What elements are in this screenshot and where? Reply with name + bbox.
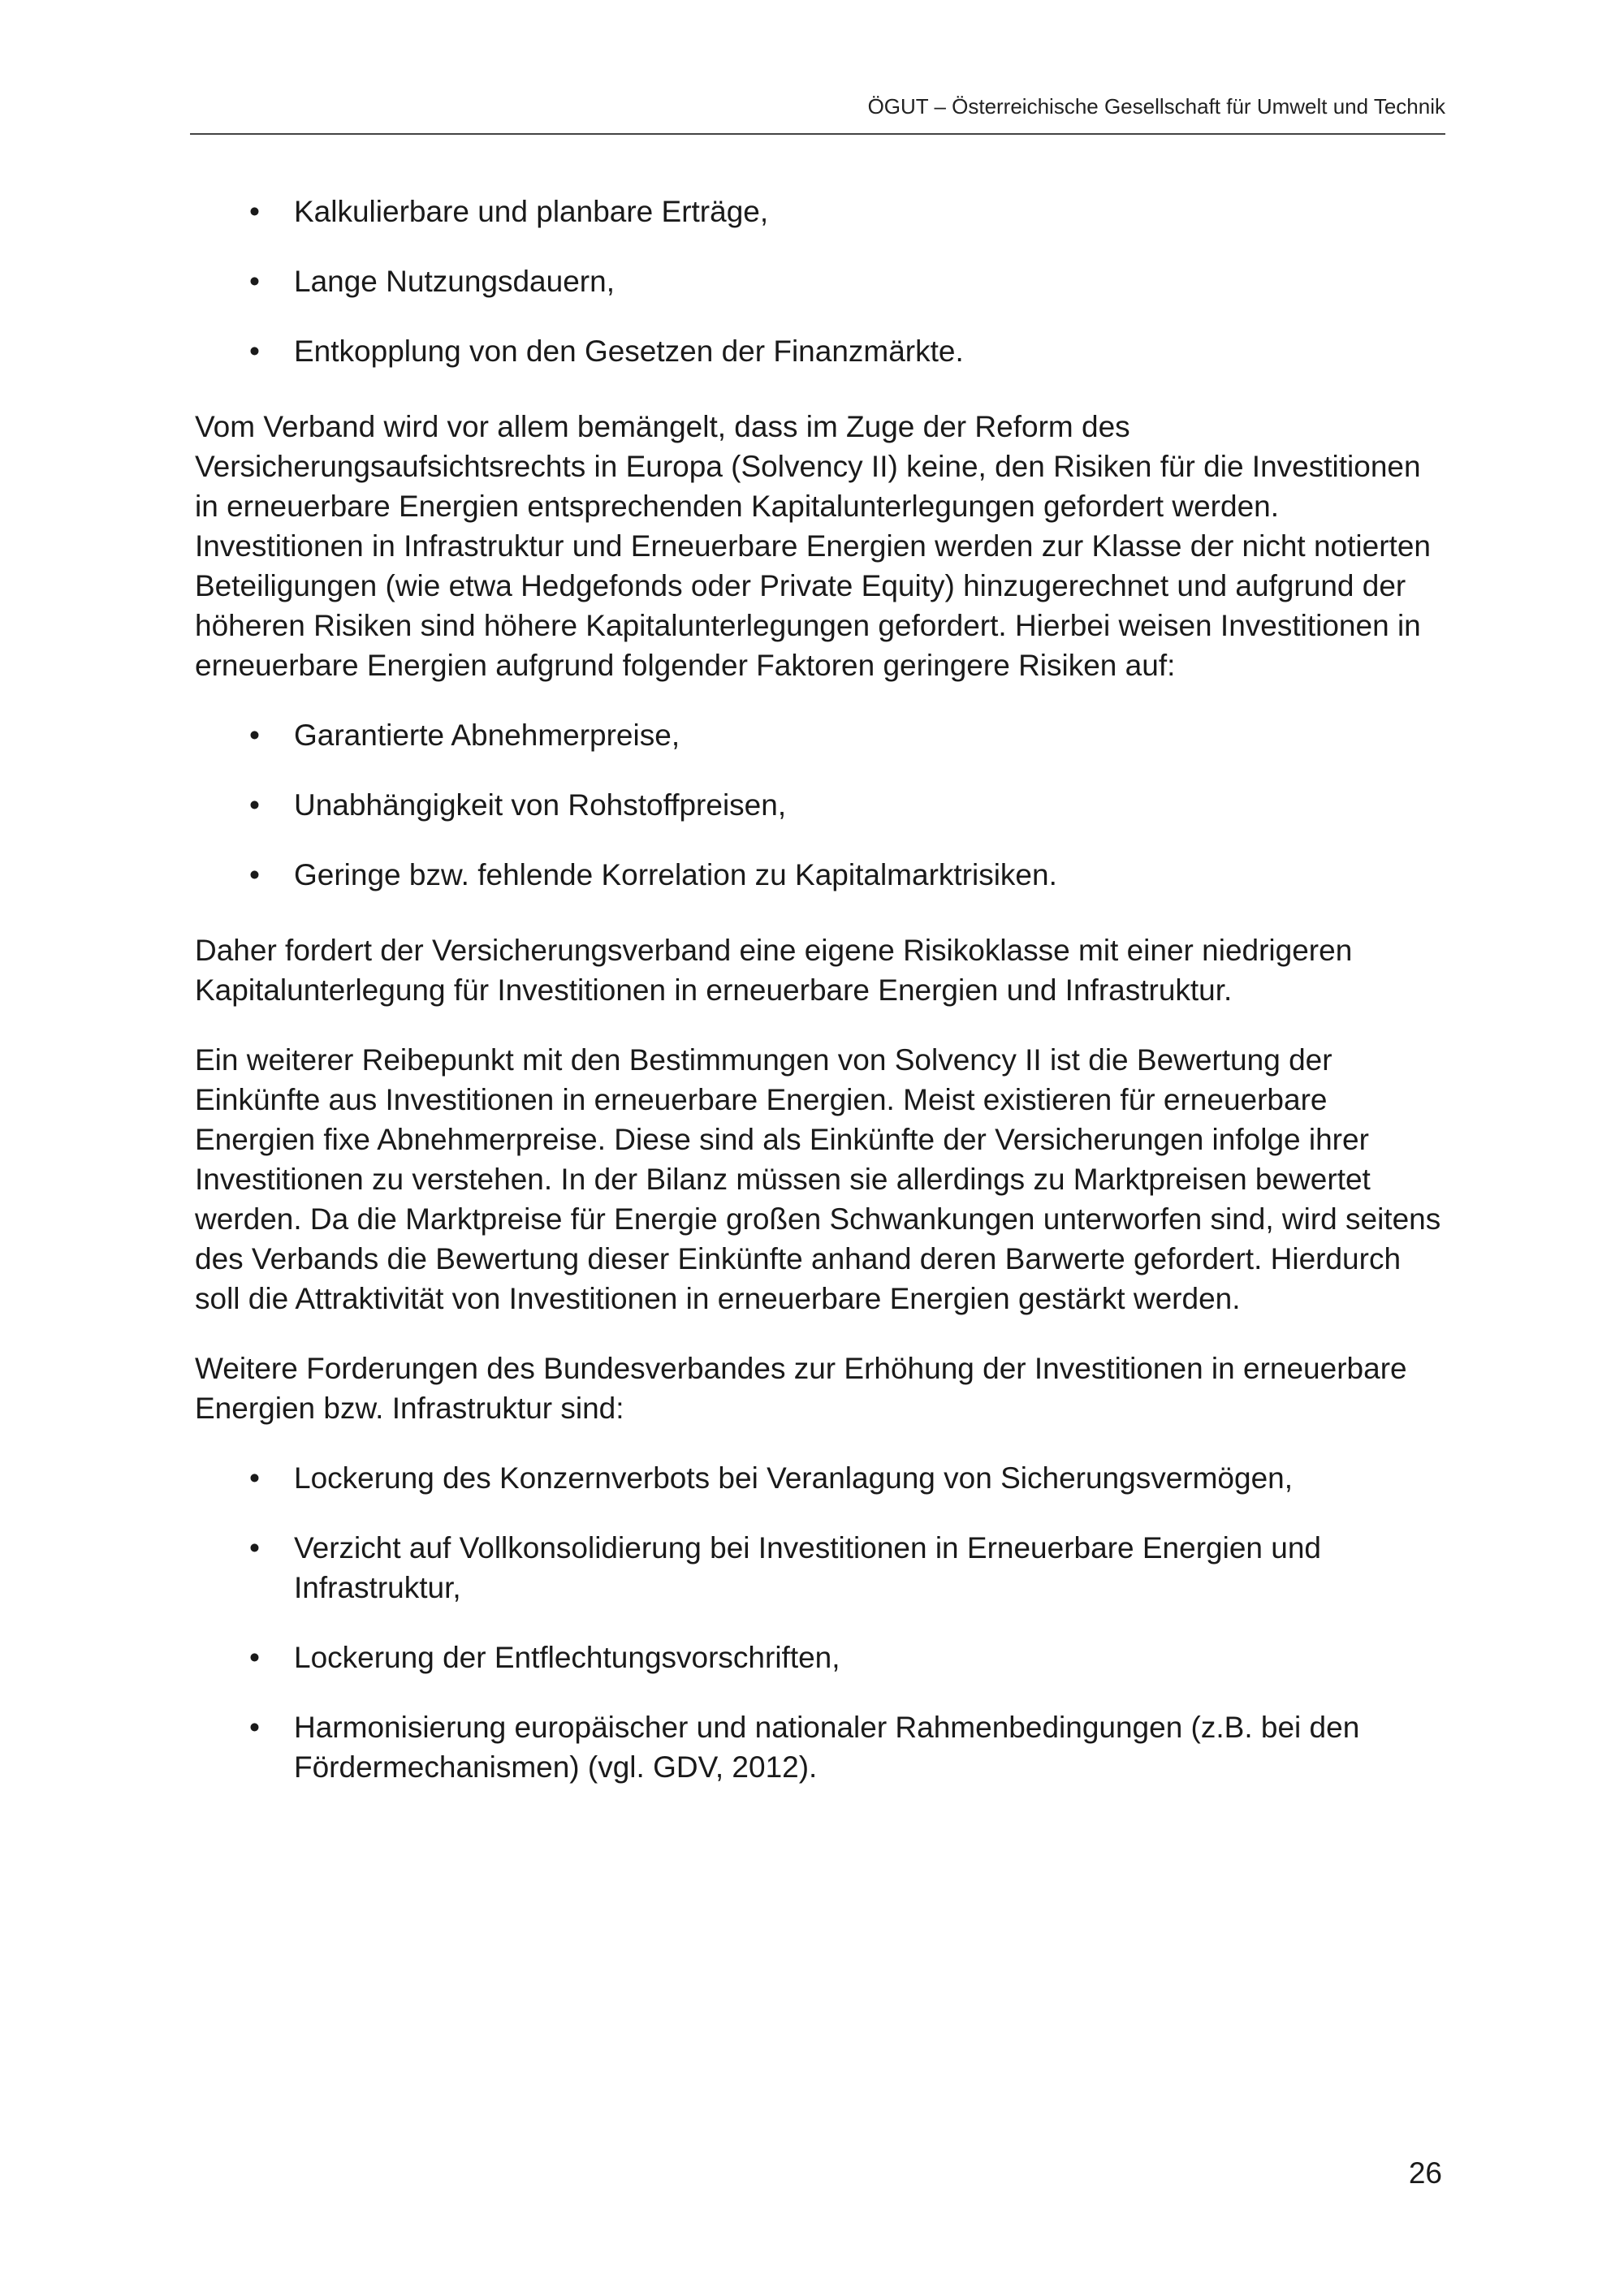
running-header: ÖGUT – Österreichische Gesellschaft für Umwelt und Technik [867, 94, 1445, 119]
list-item [195, 1707, 1445, 1787]
list-item [195, 715, 1445, 755]
list-item-text: Geringe bzw. fehlende Korrelation zu Kapitalmarktrisiken. [294, 858, 1057, 891]
list-item [195, 261, 1445, 301]
list-item-text: Garantierte Abnehmerpreise, [294, 719, 680, 752]
bullet-list-demands [195, 1458, 1445, 1787]
list-item [195, 1528, 1445, 1608]
list-item-text: Unabhängigkeit von Rohstoffpreisen, [294, 788, 787, 822]
paragraph: Ein weiterer Reibepunkt mit den Bestimmungen von Solvency II ist die Bewertung der Einkünfte aus Investitionen in erneuerbare Energien. Meist existieren für erneuerbare Energien fixe Abnehmerpreise. Diese sind als Einkünfte der Versicherungen infolge ihrer Investitionen zu verstehen. In der Bilanz müssen sie allerdings zu Marktpreisen bewertet werden. Da die Marktpreise für Energie großen Schwankungen unterworfen sind, wird seitens des Verbands die Bewertung dieser Einkünfte anhand deren Barwerte gefordert. Hierdurch soll die Attraktivität von Investitionen in erneuerbare Energien gestärkt werden. [195, 1043, 1441, 1315]
bullet-icon: • [249, 1461, 260, 1495]
bullet-list-risk-factors [195, 715, 1445, 895]
list-item [195, 1458, 1445, 1498]
list-item-text: Lange Nutzungsdauern, [294, 265, 615, 298]
list-item-text: Harmonisierung europäischer und nationaler Rahmenbedingungen (z.B. bei den Fördermechanismen) (vgl. GDV, 2012). [294, 1711, 1360, 1784]
bullet-icon: • [249, 334, 260, 368]
bullet-icon: • [249, 1641, 260, 1674]
list-item [195, 785, 1445, 825]
header-divider [190, 133, 1445, 135]
list-item-text: Entkopplung von den Gesetzen der Finanzmärkte. [294, 334, 964, 368]
list-item-text: Kalkulierbare und planbare Erträge, [294, 195, 769, 228]
list-item [195, 1638, 1445, 1677]
list-item [195, 331, 1445, 371]
bullet-icon: • [249, 195, 260, 228]
bullet-list-advantages [195, 192, 1445, 371]
document-body [195, 192, 1445, 1823]
bullet-icon: • [249, 719, 260, 752]
paragraph: Daher fordert der Versicherungsverband eine eigene Risikoklasse mit einer niedrigeren Kapitalunterlegung für Investitionen in erneuerbare Energien und Infrastruktur. [195, 934, 1353, 1007]
list-item-text: Lockerung des Konzernverbots bei Veranlagung von Sicherungsvermögen, [294, 1461, 1294, 1495]
list-item-text: Lockerung der Entflechtungsvorschriften, [294, 1641, 840, 1674]
bullet-icon: • [249, 265, 260, 298]
bullet-icon: • [249, 788, 260, 822]
bullet-icon: • [249, 858, 260, 891]
bullet-icon: • [249, 1531, 260, 1564]
paragraph: Weitere Forderungen des Bundesverbandes zur Erhöhung der Investitionen in erneuerbare Energien bzw. Infrastruktur sind: [195, 1352, 1407, 1425]
list-item-text: Verzicht auf Vollkonsolidierung bei Investitionen in Erneuerbare Energien und Infrastruktur, [294, 1531, 1321, 1604]
list-item [195, 192, 1445, 231]
page-number: 26 [1408, 2156, 1442, 2190]
list-item [195, 855, 1445, 895]
bullet-icon: • [249, 1711, 260, 1744]
paragraph: Vom Verband wird vor allem bemängelt, dass im Zuge der Reform des Versicherungsaufsichtsrechts in Europa (Solvency II) keine, den Risiken für die Investitionen in erneuerbare Energien entsprechenden Kapitalunterlegungen gefordert werden. Investitionen in Infrastruktur und Erneuerbare Energien werden zur Klasse der nicht notierten Beteiligungen (wie etwa Hedgefonds oder Private Equity) hinzugerechnet und aufgrund der höheren Risiken sind höhere Kapitalunterlegungen gefordert. Hierbei weisen Investitionen in erneuerbare Energien aufgrund folgender Faktoren geringere Risiken auf: [195, 410, 1431, 682]
